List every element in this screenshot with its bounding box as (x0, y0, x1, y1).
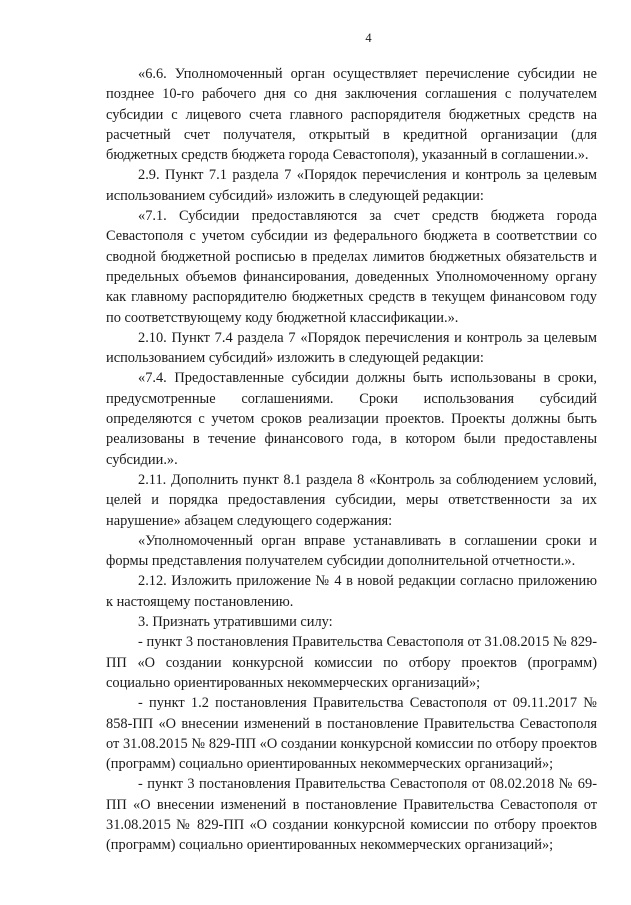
paragraph-3: 3. Признать утратившими силу: (138, 614, 333, 631)
paragraph-7-1-quote: «7.1. Субсидии предоставляются за счет средств бюджета города Севастополя с учетом субсидии из федерального бюджета в соответствии со сводной бюджетной росписью в пределах лимитов бюджетных обязательств и предельных объемов финансирования, доведенных Уполномоченному органу как главному распорядителю бюджетных средств в текущем финансовом году по соответствующему коду бюджетной классификации.». (106, 208, 597, 326)
paragraph-2-12: 2.12. Изложить приложение № 4 в новой редакции согласно приложению к настоящему постановлению. (106, 573, 597, 610)
page-number: 4 (365, 31, 372, 45)
paragraph-8-1-addition-quote: «Уполномоченный орган вправе устанавливать в соглашении сроки и формы представления получателем субсидии дополнительной отчетности.». (106, 532, 597, 570)
paragraph-2-9: 2.9. Пункт 7.1 раздела 7 «Порядок перечисления и контроль за целевым использованием субсидий» изложить в следующей редакции: (106, 167, 597, 204)
paragraph-2-11: 2.11. Дополнить пункт 8.1 раздела 8 «Контроль за соблюдением условий, целей и порядка предоставления субсидии, меры ответственности за их нарушение» абзацем следующего содержания: (106, 471, 597, 529)
paragraph-6-6-quote: «6.6. Уполномоченный орган осуществляет перечисление субсидии не позднее 10-го рабочего дня со дня заключения соглашения с получателем субсидии с лицевого счета главного распорядителя бюджетных средств на расчетный счет получателя, открытый в кредитной организации (для бюджетных средств бюджета города Севастополя), указанный в соглашении.». (106, 66, 597, 164)
list-item-repeal-2: - пункт 1.2 постановления Правительства Севастополя от 09.11.2017 № 858-ПП «О внесении изменений в постановление Правительства Севастополя от 31.08.2015 № 829-ПП «О создании конкурсной комиссии по отбору проектов (программ) социально ориентированных некоммерческих организаций»; (106, 695, 597, 773)
paragraph-7-4-quote: «7.4. Предоставленные субсидии должны быть использованы в сроки, предусмотренные соглашениями. Сроки использования субсидий определяются с учетом сроков реализации проектов. Проекты должны быть реализованы в течение финансового года, в котором были предоставлены субсидии.». (106, 370, 597, 468)
list-item-repeal-3: - пункт 3 постановления Правительства Севастополя от 08.02.2018 № 69-ПП «О внесении изменений в постановление Правительства Севастополя от 31.08.2015 № 829-ПП «О создании конкурсной комиссии по отбору проектов (программ) социально ориентированных некоммерческих организаций»; (106, 776, 597, 854)
list-item-repeal-1: - пункт 3 постановления Правительства Севастополя от 31.08.2015 № 829-ПП «О создании конкурсной комиссии по отбору проектов (программ) социально ориентированных некоммерческих организаций»; (106, 634, 597, 691)
paragraph-2-10: 2.10. Пункт 7.4 раздела 7 «Порядок перечисления и контроль за целевым использованием субсидий» изложить в следующей редакции: (106, 329, 597, 367)
